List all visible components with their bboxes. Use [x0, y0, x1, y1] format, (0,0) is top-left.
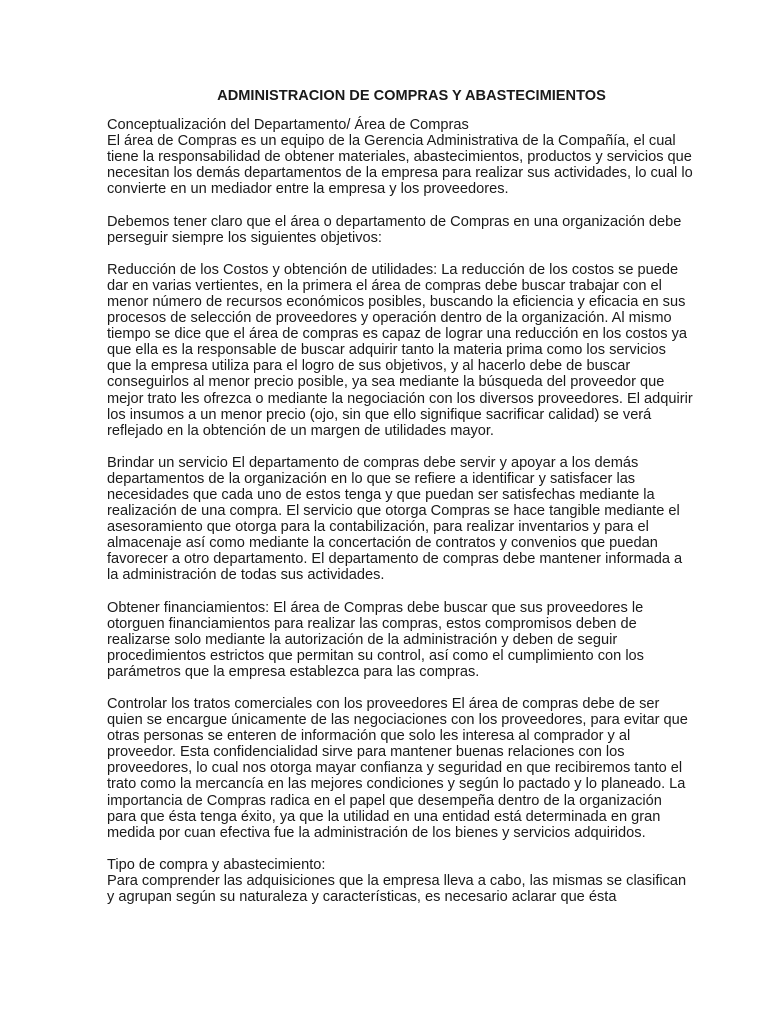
subsection-heading: Tipo de compra y abastecimiento: [107, 856, 326, 873]
paragraph-financing: Obtener financiamientos: El área de Compras debe buscar que sus proveedores le otorguen financiamientos para realizar las compras, estos compromisos deben de realizarse solo mediante la autorización de la administración y deben de seguir procedimientos estrictos que permitan su control, así como el cumplimiento con los parámetros que la empresa establezca para las compras. [107, 599, 644, 680]
paragraph-commercial-control: Controlar los tratos comerciales con los proveedores El área de compras debe de ser quien se encargue únicamente de las negociaciones con los proveedores, para evitar que otras personas se enteren de información que solo les interesa al comprador y al proveedor. Esta confidencialidad sirve para mantener buenas relaciones con los proveedores, lo cual nos otorga mayar confianza y seguridad en que recibiremos tanto el trato como la mercancía en las mejores condiciones y según lo pactado y lo planeado. La importancia de Compras radica en el papel que desempeña dentro de la organización para que ésta tenga éxito, ya que la utilidad en una entidad está determinada en gran medida por cuan efectiva fue la administración de los bienes y servicios adquiridos. [107, 696, 688, 841]
paragraph-purchase-types: Para comprender las adquisiciones que la empresa lleva a cabo, las mismas se clasifican y agrupan según su naturaleza y características, es necesario aclarar que ésta [107, 872, 687, 906]
paragraph-service: Brindar un servicio El departamento de compras debe servir y apoyar a los demás departamentos de la organización en lo que se refiere a identificar y satisfacer las necesidades que cada uno de estos tenga y que puedan ser satisfechas mediante la realización de una compra. El servicio que otorga Compras se hace tangible mediante el asesoramiento que otorga para la contabilización, para realizar inventarios y para el almacenaje así como mediante la concertación de contratos y convenios que puedan favorecer a otro departamento. El departamento de compras debe mantener informada a la administración de todas sus actividades. [107, 454, 683, 584]
section-heading: Conceptualización del Departamento/ Área de Compras [107, 117, 469, 134]
paragraph-objectives: Debemos tener claro que el área o departamento de Compras en una organización debe perseguir siempre los siguientes objetivos: [107, 213, 682, 246]
paragraph-cost-reduction: Reducción de los Costos y obtención de utilidades: La reducción de los costos se puede dar en varias vertientes, en la primera el área de compras debe buscar trabajar con el menor número de recursos económicos posibles, buscando la eficiencia y eficacia en sus procesos de selección de proveedores y operación dentro de la organización. Al mismo tiempo se dice que el área de compras es capaz de lograr una reducción en los costos ya que ella es la responsable de buscar adquirir tanto la materia prima como los servicios que la empresa utiliza para el logro de sus objetivos, y al hacerlo debe de buscar conseguirlos al menor precio posible, ya sea mediante la búsqueda del proveedor que mejor trato les ofrezca o mediante la negociación con los diversos proveedores. El adquirir los insumos a un menor precio (ojo, sin que ello signifique sacrificar calidad) se verá reflejado en la obtención de un margen de utilidades mayor. [107, 261, 693, 439]
paragraph-intro: El área de Compras es un equipo de la Gerencia Administrativa de la Compañía, el cual tiene la responsabilidad de obtener materiales, abastecimientos, productos y servicios que necesitan los demás departamentos de la empresa para realizar sus actividades, lo cual lo convierte en un mediador entre la empresa y los proveedores. [107, 133, 693, 198]
document-title: ADMINISTRACION DE COMPRAS Y ABASTECIMIENTOS [217, 88, 606, 104]
